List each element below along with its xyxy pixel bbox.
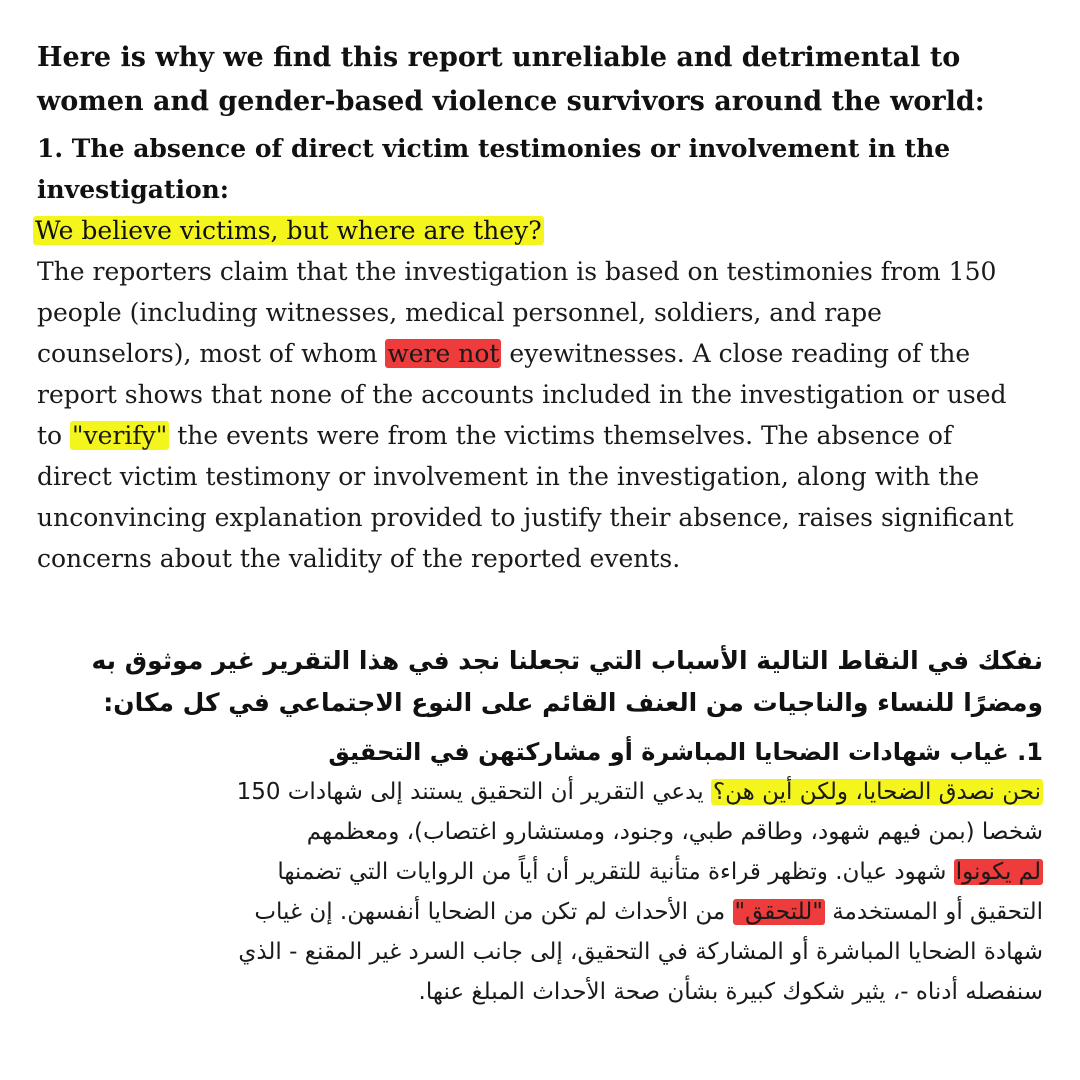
english-point-1-line: investigation: xyxy=(37,175,230,204)
english-heading-line: women and gender-based violence survivors around the world: xyxy=(37,86,985,117)
english-heading xyxy=(37,36,1052,124)
english-body-text: counselors), most of whom xyxy=(37,339,386,368)
english-body-text: eyewitnesses. A close reading of the xyxy=(501,339,971,368)
arabic-yellow-highlight: نحن نصدق الضحايا، ولكن أين هن؟ xyxy=(712,779,1041,805)
arabic-heading xyxy=(43,640,1043,724)
arabic-body-line: سنفصله أدناه -، يثير شكوك كبيرة بشأن صحة الأحداث المبلغ عنها. xyxy=(418,979,1043,1005)
arabic-body-text: شهود عيان. وتظهر قراءة متأنية للتقرير أن أياً من الروايات التي تضمنها xyxy=(277,859,954,885)
english-body-line xyxy=(37,415,1052,456)
arabic-body-text: من الأحداث لم تكن من الضحايا أنفسهن. إن غياب xyxy=(254,899,733,925)
english-body-line: concerns about the validity of the reported events. xyxy=(37,544,681,573)
arabic-body-text: التحقيق أو المستخدمة xyxy=(824,899,1043,925)
english-body-text: the events were from the victims themselves. The absence of xyxy=(169,421,953,450)
english-callout-highlight: We believe victims, but where are they? xyxy=(35,216,542,245)
english-body-line: report shows that none of the accounts included in the investigation or used xyxy=(37,380,1007,409)
english-red-highlight: were not xyxy=(387,339,500,368)
english-heading-line: Here is why we find this report unreliable and detrimental to xyxy=(37,42,961,73)
english-body-line: people (including witnesses, medical personnel, soldiers, and rape xyxy=(37,298,882,327)
arabic-body-line: شخصا (بمن فيهم شهود، وطاقم طبي، وجنود، ومستشارو اغتصاب)، ومعظمهم xyxy=(306,819,1043,845)
arabic-heading-line: ومضرًا للنساء والناجيات من العنف القائم على النوع الاجتماعي في كل مكان: xyxy=(103,688,1043,717)
arabic-section xyxy=(43,640,1043,1012)
arabic-point-1-title: 1. غياب شهادات الضحايا المباشرة أو مشاركتهن في التحقيق xyxy=(328,738,1043,766)
english-body-paragraph xyxy=(37,251,1052,579)
english-point-1-title xyxy=(37,128,1052,210)
arabic-body-paragraph xyxy=(43,772,1043,1012)
english-body-line: direct victim testimony or involvement in the investigation, along with the xyxy=(37,462,980,491)
arabic-red-highlight: "للتحقق" xyxy=(734,899,823,925)
english-callout xyxy=(33,210,1052,251)
english-body-line: The reporters claim that the investigation is based on testimonies from 150 xyxy=(37,257,997,286)
english-point-1-line: 1. The absence of direct victim testimonies or involvement in the xyxy=(37,134,951,163)
arabic-body-text: يدعي التقرير أن التحقيق يستند إلى شهادات 150 xyxy=(236,779,711,805)
arabic-red-highlight: لم يكونوا xyxy=(955,859,1041,885)
english-yellow-highlight: "verify" xyxy=(72,421,168,450)
english-body-line xyxy=(37,333,1052,374)
english-body-text: to xyxy=(37,421,71,450)
arabic-body-line xyxy=(43,892,1043,932)
arabic-heading-line: نفكك في النقاط التالية الأسباب التي تجعلنا نجد في هذا التقرير غير موثوق به xyxy=(91,646,1043,675)
arabic-body-line xyxy=(43,772,1043,812)
arabic-body-line xyxy=(43,852,1043,892)
english-body-line: unconvincing explanation provided to justify their absence, raises significant xyxy=(37,503,1014,532)
arabic-body-line: شهادة الضحايا المباشرة أو المشاركة في التحقيق، إلى جانب السرد غير المقنع - الذي xyxy=(238,939,1043,965)
english-section xyxy=(37,36,1052,579)
